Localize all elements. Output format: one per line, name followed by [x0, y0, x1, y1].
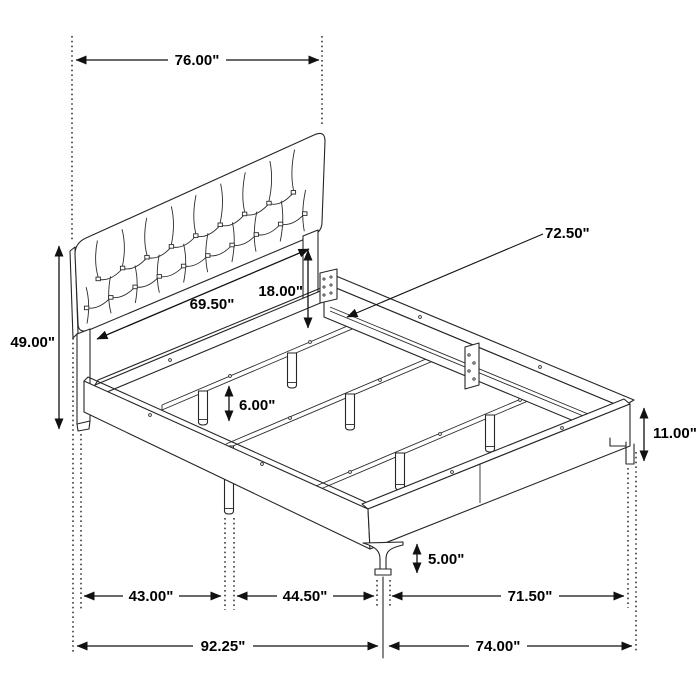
dim-label-side-rail-length: 72.50" [545, 225, 590, 242]
dim-label-side-rail-height: 11.00" [653, 425, 697, 442]
dim-slat-leg-clearance [229, 386, 275, 421]
left-side-rail [84, 377, 372, 549]
dim-label-headboard-height: 49.00" [10, 334, 55, 351]
dim-foot-leg-to-end [392, 588, 624, 605]
headboard-left-leg [77, 329, 90, 431]
headboard-leg-bracket [320, 269, 337, 303]
dim-label-headboard-bottom-to-rail: 18.00" [258, 283, 303, 300]
dim-label-overall-width: 76.00" [174, 52, 220, 69]
projection-guides [72, 36, 636, 658]
dim-label-footboard-width: 74.00" [475, 638, 521, 655]
dim-center-leg-to-foot-leg [237, 588, 374, 605]
dim-label-overall-length: 92.25" [200, 638, 246, 655]
dim-label-center-leg-to-foot-leg: 44.50" [282, 588, 328, 605]
dim-label-slat-leg-clearance: 6.00" [239, 397, 276, 414]
dim-label-headboard-panel-width: 69.50" [189, 296, 235, 313]
center-bracket [465, 343, 479, 389]
dim-foot-clearance [417, 544, 464, 573]
bed-drawing [70, 133, 634, 575]
dim-overall-length [77, 638, 378, 655]
dimension-annotations [10, 51, 696, 655]
dim-headboard-leg-to-center-leg [84, 588, 221, 605]
dim-label-headboard-leg-to-center-leg: 43.00" [128, 588, 174, 605]
dim-side-rail-height [644, 408, 697, 461]
dim-headboard-height [10, 246, 59, 429]
dim-label-foot-clearance: 5.00" [428, 551, 465, 568]
dim-overall-width [76, 51, 319, 69]
dim-footboard-width [389, 638, 632, 655]
dim-label-foot-leg-to-end: 71.50" [507, 588, 553, 605]
